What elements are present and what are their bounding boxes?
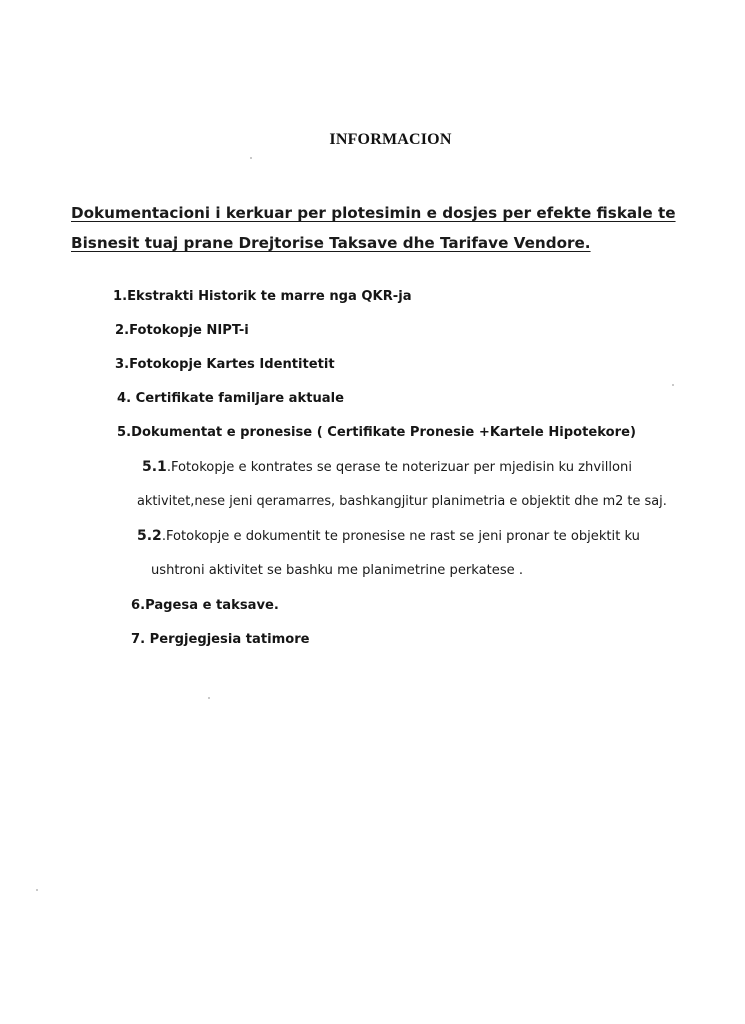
- sub-item-5-1-number: 5.1: [142, 459, 167, 475]
- scan-speck: [36, 889, 38, 891]
- scan-speck: [208, 697, 210, 699]
- document-title: INFORMACION: [329, 131, 452, 148]
- list-item-4: 4. Certifikate familjare aktuale: [117, 391, 344, 406]
- heading-line-2: Bisnesit tuaj prane Drejtorise Taksave dhe Tarifave Vendore.: [71, 234, 591, 252]
- list-item-5: 5.Dokumentat e pronesise ( Certifikate Pronesie +Kartele Hipotekore): [117, 425, 636, 440]
- sub-item-5-2-line-2: ushtroni aktivitet se bashku me planimetrine perkatese .: [151, 563, 524, 578]
- list-item-2: 2.Fotokopje NIPT-i: [115, 323, 249, 338]
- list-item-3: 3.Fotokopje Kartes Identitetit: [115, 357, 335, 372]
- list-item-1: 1.Ekstrakti Historik te marre nga QKR-ja: [113, 289, 412, 304]
- sub-item-5-2-line-1: [137, 528, 640, 544]
- sub-item-5-1-line-2: aktivitet,nese jeni qeramarres, bashkangjitur planimetria e objektit dhe m2 te saj.: [137, 494, 667, 509]
- scan-speck: [672, 384, 674, 386]
- heading-line-1: Dokumentacioni i kerkuar per plotesimin e dosjes per efekte fiskale te: [71, 204, 676, 222]
- list-item-6: 6.Pagesa e taksave.: [131, 598, 279, 613]
- sub-item-5-1-line-1: [142, 459, 632, 475]
- list-item-7: 7. Pergjegjesia tatimore: [131, 632, 310, 647]
- scan-speck: [250, 157, 252, 159]
- sub-item-5-2-number: 5.2: [137, 528, 162, 544]
- sub-item-5-2-text: .Fotokopje e dokumentit te pronesise ne rast se jeni pronar te objektit ku: [161, 529, 640, 544]
- sub-item-5-1-text: .Fotokopje e kontrates se qerase te noterizuar per mjedisin ku zhvilloni: [166, 460, 632, 475]
